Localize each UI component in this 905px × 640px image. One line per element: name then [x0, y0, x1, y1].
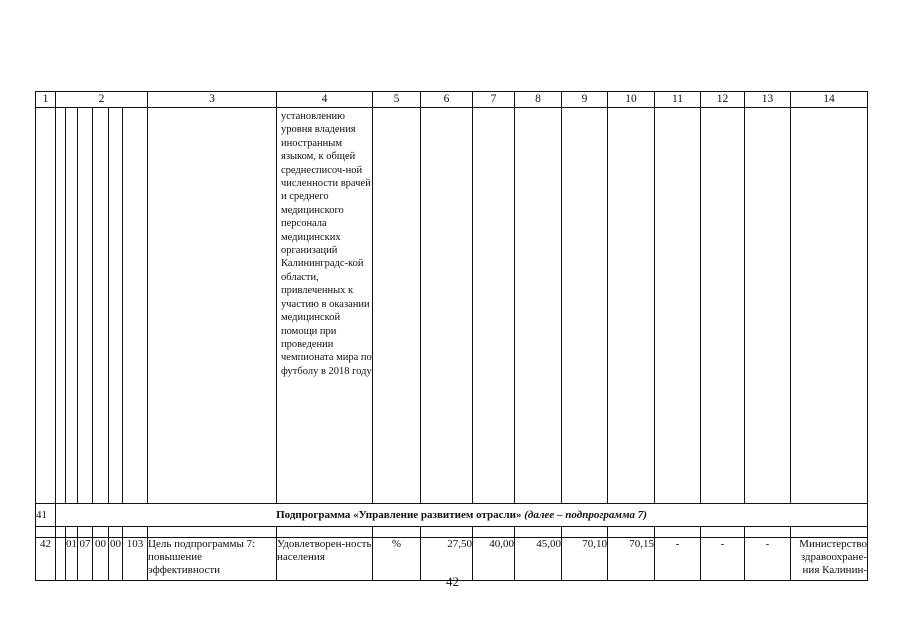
value-cell: 70,15	[608, 538, 655, 581]
row-number: 42	[36, 538, 56, 581]
header-cell: 3	[148, 92, 277, 108]
code-cell: 07	[78, 538, 93, 581]
value-cell: 45,00	[515, 538, 562, 581]
header-cell: 1	[36, 92, 56, 108]
header-cell: 10	[608, 92, 655, 108]
subprogram-title-note: (далее – подпрограмма 7)	[521, 508, 647, 521]
value-cell: 40,00	[473, 538, 515, 581]
page-number: 42	[446, 574, 459, 589]
indicator-description: установлению уровня владения иностранным языком, к общей среднесписоч-ной численности врачей и среднего медицинского персонала медицинских организаций Калининградс-кой области, привлеченных к участию в оказании медицинской помощи при проведении чемпионата мира по футболу в 2018 году	[281, 111, 372, 377]
header-cell: 4	[277, 92, 373, 108]
code-cell: 00	[93, 538, 109, 581]
code-cell: 00	[109, 538, 123, 581]
subprogram-title	[56, 504, 868, 527]
header-cell: 11	[655, 92, 701, 108]
header-cell: 7	[473, 92, 515, 108]
header-cell: 13	[745, 92, 791, 108]
indicator-table	[35, 91, 868, 581]
goal-cell: Цель подпрограммы 7: повышение эффективности	[148, 538, 277, 581]
value-cell: -	[655, 538, 701, 581]
code-cell: 01	[66, 538, 78, 581]
header-cell: 14	[791, 92, 868, 108]
row-number: 41	[36, 504, 56, 527]
header-row	[36, 92, 868, 108]
subprogram-title-main: Подпрограмма «Управление развитием отрасли»	[276, 508, 522, 521]
header-cell: 2	[56, 92, 148, 108]
value-cell: -	[745, 538, 791, 581]
spacer-row	[36, 527, 868, 538]
responsible-cell: Министерство здравоохране-ния Калинин-	[791, 538, 868, 581]
header-cell: 8	[515, 92, 562, 108]
table-row	[36, 108, 868, 504]
unit-cell: %	[373, 538, 421, 581]
value-cell: -	[701, 538, 745, 581]
value-cell: 70,10	[562, 538, 608, 581]
subprogram-row	[36, 504, 868, 527]
code-cell: 103	[123, 538, 148, 581]
indicator-description-cell	[277, 108, 373, 504]
header-cell: 9	[562, 92, 608, 108]
header-cell: 6	[421, 92, 473, 108]
header-cell: 12	[701, 92, 745, 108]
header-cell: 5	[373, 92, 421, 108]
value-cell: 27,50	[421, 538, 473, 581]
indicator-cell: Удовлетворен-ность населения	[277, 538, 373, 581]
